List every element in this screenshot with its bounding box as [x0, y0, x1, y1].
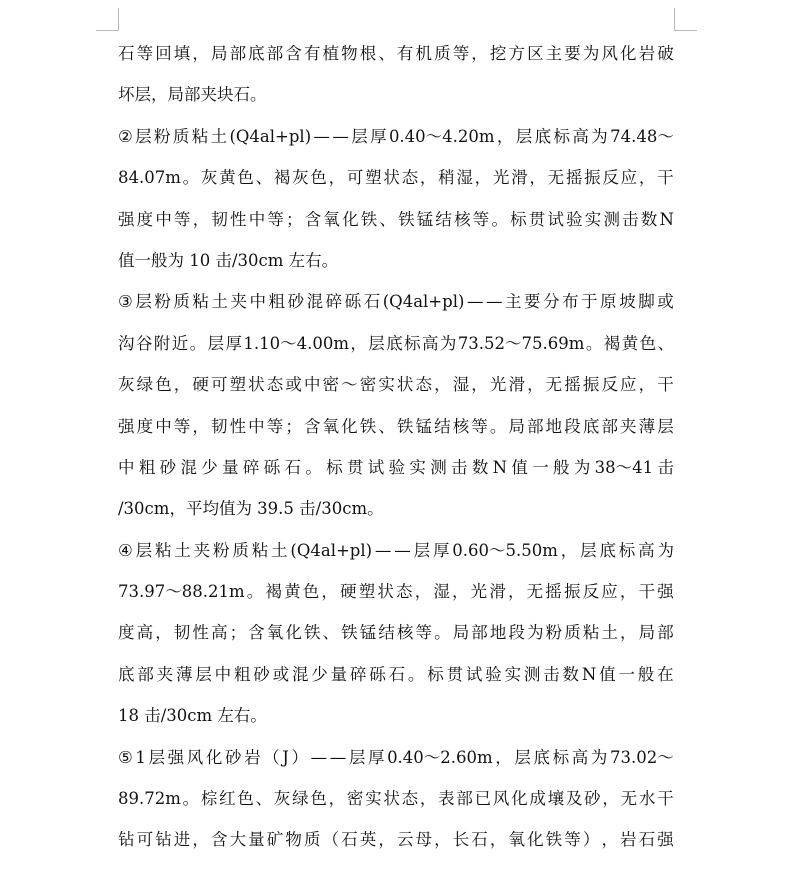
text-line: ⑤ 1 层 强 风 化 砂 岩 （ J ） — — 层 厚 0.40～2.60m ， 层 底 标 高 为 73.02～: [118, 747, 674, 767]
text-line: ④ 层 粘 土 夹 粉 质 粘 土 (Q4al+pl) — — 层 厚 0.60～5.50m ， 层 底 标 高 为: [118, 540, 674, 560]
text-line: 度 高 ， 韧 性 高 ； 含 氧 化 铁 、 铁 锰 结 核 等 。 局 部 地 段 为 粉 质 粘 土 ， 局 部: [118, 623, 674, 643]
text-line: 强 度 中 等 ， 韧 性 中 等 ； 含 氧 化 铁 、 铁 锰 结 核 等 。 局 部 地 段 底 部 夹 薄 层: [118, 416, 674, 436]
page-corner-mark-top-right: [674, 8, 697, 31]
text-line: 灰 绿 色 ， 硬 可 塑 状 态 或 中 密 ～ 密 实 状 态 ， 湿 ， 光 滑 ， 无 摇 振 反 应 ， 干: [118, 375, 674, 395]
text-line: 值一般为 10 击/30cm 左右。: [118, 250, 339, 270]
text-line: 底 部 夹 薄 层 中 粗 砂 或 混 少 量 碎 砾 石 。 标 贯 试 验 实 测 击 数 N 值 一 般 在: [118, 664, 674, 684]
text-line: 18 击/30cm 左右。: [118, 706, 267, 726]
text-line: 84.07m 。 灰 黄 色 、 褐 灰 色 ， 可 塑 状 态 ， 稍 湿 ， 光 滑 ， 无 摇 振 反 应 ， 干: [118, 168, 674, 188]
page-corner-mark-top-left: [96, 8, 119, 31]
document-body: [118, 33, 674, 861]
text-line: ③ 层 粉 质 粘 土 夹 中 粗 砂 混 碎 砾 石 (Q4al+pl) — — 主 要 分 布 于 原 坡 脚 或: [118, 292, 674, 312]
text-line: 89.72m 。 棕 红 色 、 灰 绿 色 ， 密 实 状 态 ， 表 部 已 风 化 成 壤 及 砂 ， 无 水 干: [118, 789, 674, 809]
text-line: 坏层，局部夹块石。: [118, 85, 267, 105]
text-line: 强 度 中 等 ， 韧 性 中 等 ； 含 氧 化 铁 、 铁 锰 结 核 等 。 标 贯 试 验 实 测 击 数 N: [118, 209, 674, 229]
text-line: 73.97～88.21m 。 褐 黄 色 ， 硬 塑 状 态 ， 湿 ， 光 滑 ， 无 摇 振 反 应 ， 干 强: [118, 582, 674, 602]
text-line: ② 层 粉 质 粘 土 (Q4al+pl) — — 层 厚 0.40～4.20m ， 层 底 标 高 为 74.48～: [118, 126, 674, 146]
text-line: 钻 可 钻 进 ， 含 大 量 矿 物 质 （ 石 英 ， 云 母 ， 长 石 ， 氧 化 铁 等 ） ， 岩 石 强: [118, 830, 674, 850]
text-line: /30cm，平均值为 39.5 击/30cm。: [118, 499, 384, 519]
text-line: 石 等 回 填 ， 局 部 底 部 含 有 植 物 根 、 有 机 质 等 ， 挖 方 区 主 要 为 风 化 岩 破: [118, 44, 674, 63]
text-line: 沟 谷 附 近 。 层 厚 1.10～4.00m ， 层 底 标 高 为 73.52～75.69m 。 褐 黄 色 、: [118, 333, 674, 353]
text-line: 中 粗 砂 混 少 量 碎 砾 石 。 标 贯 试 验 实 测 击 数 N 值 一 般 为 38～41 击: [118, 457, 674, 477]
